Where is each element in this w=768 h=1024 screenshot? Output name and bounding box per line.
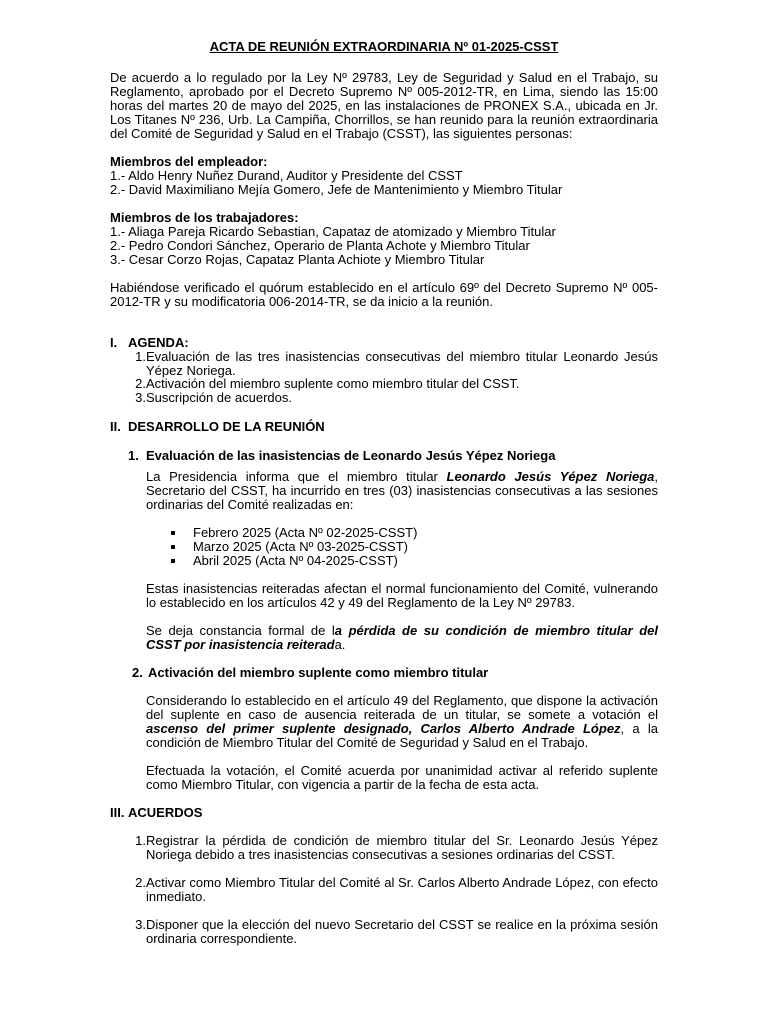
text-run: Se deja constancia formal de l: [146, 623, 335, 638]
item-text: Evaluación de las tres inasistencias consecutivas del miembro titular Leonardo Jesús Yépez Noriega.: [146, 349, 658, 378]
item-text: Disponer que la elección del nuevo Secretario del CSST se realice en la próxima sesión ordinaria correspondiente.: [146, 917, 658, 946]
bullet-icon: [171, 559, 175, 563]
point1-paragraph-1: [146, 470, 658, 512]
point-number: 2.: [132, 665, 143, 680]
workers-heading: Miembros de los trabajadores:: [110, 210, 299, 225]
item-number: 2.: [135, 376, 146, 391]
item-number: 2.: [135, 875, 146, 890]
text-run: , Secretario del CSST, ha incurrido en tres (03) inasistencias consecutivas a las sesiones ordinarias del Comité realizadas en:: [146, 469, 658, 512]
bullet-icon: [171, 545, 175, 549]
section-title: AGENDA:: [128, 335, 189, 350]
point2-paragraph-2: Efectuada la votación, el Comité acuerda por unanimidad activar al referido suplente como Miembro Titular, con vigencia a partir de la fecha de esta acta.: [146, 763, 658, 792]
employer-heading: Miembros del empleador:: [110, 154, 268, 169]
item-number: 3.: [135, 917, 146, 932]
point2-heading: [132, 666, 143, 680]
item-number: 1.: [135, 833, 146, 848]
section-numeral: III.: [110, 805, 125, 820]
point1-paragraph-3: [146, 624, 658, 652]
section-title: ACUERDOS: [128, 805, 203, 820]
worker-member: 3.- Cesar Corzo Rojas, Capataz Planta Achiote y Miembro Titular: [110, 252, 485, 267]
document-title: ACTA DE REUNIÓN EXTRAORDINARIA Nº 01-2025-CSST: [209, 39, 559, 54]
worker-members: [110, 211, 658, 267]
item-number: 3.: [135, 390, 146, 405]
employer-member: 1.- Aldo Henry Nuñez Durand, Auditor y Presidente del CSST: [110, 168, 463, 183]
bullet-text: Marzo 2025 (Acta Nº 03-2025-CSST): [193, 539, 409, 554]
emphasis-text: ascenso del primer suplente designado, Carlos Alberto Andrade López: [146, 721, 621, 736]
worker-member: 1.- Aliaga Pareja Ricardo Sebastian, Capataz de atomizado y Miembro Titular: [110, 224, 556, 239]
text-run: , a la condición de Miembro Titular del Comité de Seguridad y Salud en el Trabajo.: [146, 721, 658, 750]
item-text: Registrar la pérdida de condición de miembro titular del Sr. Leonardo Jesús Yépez Noriega debido a tres inasistencias consecutivas a sesiones ordinarias del CSST.: [146, 833, 658, 862]
text-run: a.: [334, 637, 346, 652]
section-numeral: II.: [110, 419, 121, 434]
item-number: 1.: [135, 349, 146, 364]
worker-member: 2.- Pedro Condori Sánchez, Operario de Planta Achote y Miembro Titular: [110, 238, 530, 253]
item-text: Activar como Miembro Titular del Comité al Sr. Carlos Alberto Andrade López, con efecto inmediato.: [146, 875, 658, 904]
bullet-text: Abril 2025 (Acta Nº 04-2025-CSST): [193, 553, 398, 568]
point2-title: Activación del miembro suplente como miembro titular: [148, 665, 489, 680]
point2-paragraph-1: [146, 694, 658, 750]
text-run: Considerando lo establecido en el artículo 49 del Reglamento, que dispone la activación del suplente en caso de ausencia reiterada de un titular, se somete a votación el: [146, 693, 658, 722]
point1-title: Evaluación de las inasistencias de Leonardo Jesús Yépez Noriega: [146, 448, 556, 463]
emphasis-text: a pérdida de su condición de miembro titular del CSST por inasistencia reiterad: [146, 623, 658, 652]
intro-paragraph: De acuerdo a lo regulado por la Ley Nº 29783, Ley de Seguridad y Salud en el Trabajo, su Reglamento, aprobado por el Decreto Supremo Nº 005-2012-TR, en Lima, siendo las 15:00 horas del martes 20 de mayo del 2025, en las instalaciones de PRONEX S.A., ubicada en Jr. Los Titanes Nº 236, Urb. La Campiña, Chorrillos, se han reunido para la reunión extraordinaria del Comité de Seguridad y Salud en el Trabajo (CSST), las siguientes personas:: [110, 70, 658, 141]
point-number: 1.: [128, 448, 139, 463]
agenda-heading: [110, 336, 189, 350]
section-title: DESARROLLO DE LA REUNIÓN: [128, 419, 325, 434]
section-numeral: I.: [110, 335, 118, 350]
item-text: Activación del miembro suplente como miembro titular del CSST.: [146, 376, 520, 391]
text-run: La Presidencia informa que el miembro titular: [146, 469, 447, 484]
bullet-icon: [171, 531, 175, 535]
point1-paragraph-2: Estas inasistencias reiteradas afectan el normal funcionamiento del Comité, vulnerando lo establecido en los artículos 42 y 49 del Reglamento de la Ley Nº 29783.: [146, 581, 658, 610]
employer-members: [110, 155, 658, 197]
item-text: Suscripción de acuerdos.: [146, 390, 292, 405]
agreements-heading: [110, 806, 202, 820]
point1-heading: [128, 449, 139, 463]
member-name: Leonardo Jesús Yépez Noriega: [446, 469, 655, 484]
employer-member: 2.- David Maximiliano Mejía Gomero, Jefe de Mantenimiento y Miembro Titular: [110, 182, 563, 197]
bullet-text: Febrero 2025 (Acta Nº 02-2025-CSST): [193, 525, 418, 540]
development-heading: [110, 420, 325, 434]
quorum-paragraph: Habiéndose verificado el quórum establecido en el artículo 69º del Decreto Supremo Nº 005-2012-TR y su modificatoria 006-2014-TR, se da inicio a la reunión.: [110, 280, 658, 309]
